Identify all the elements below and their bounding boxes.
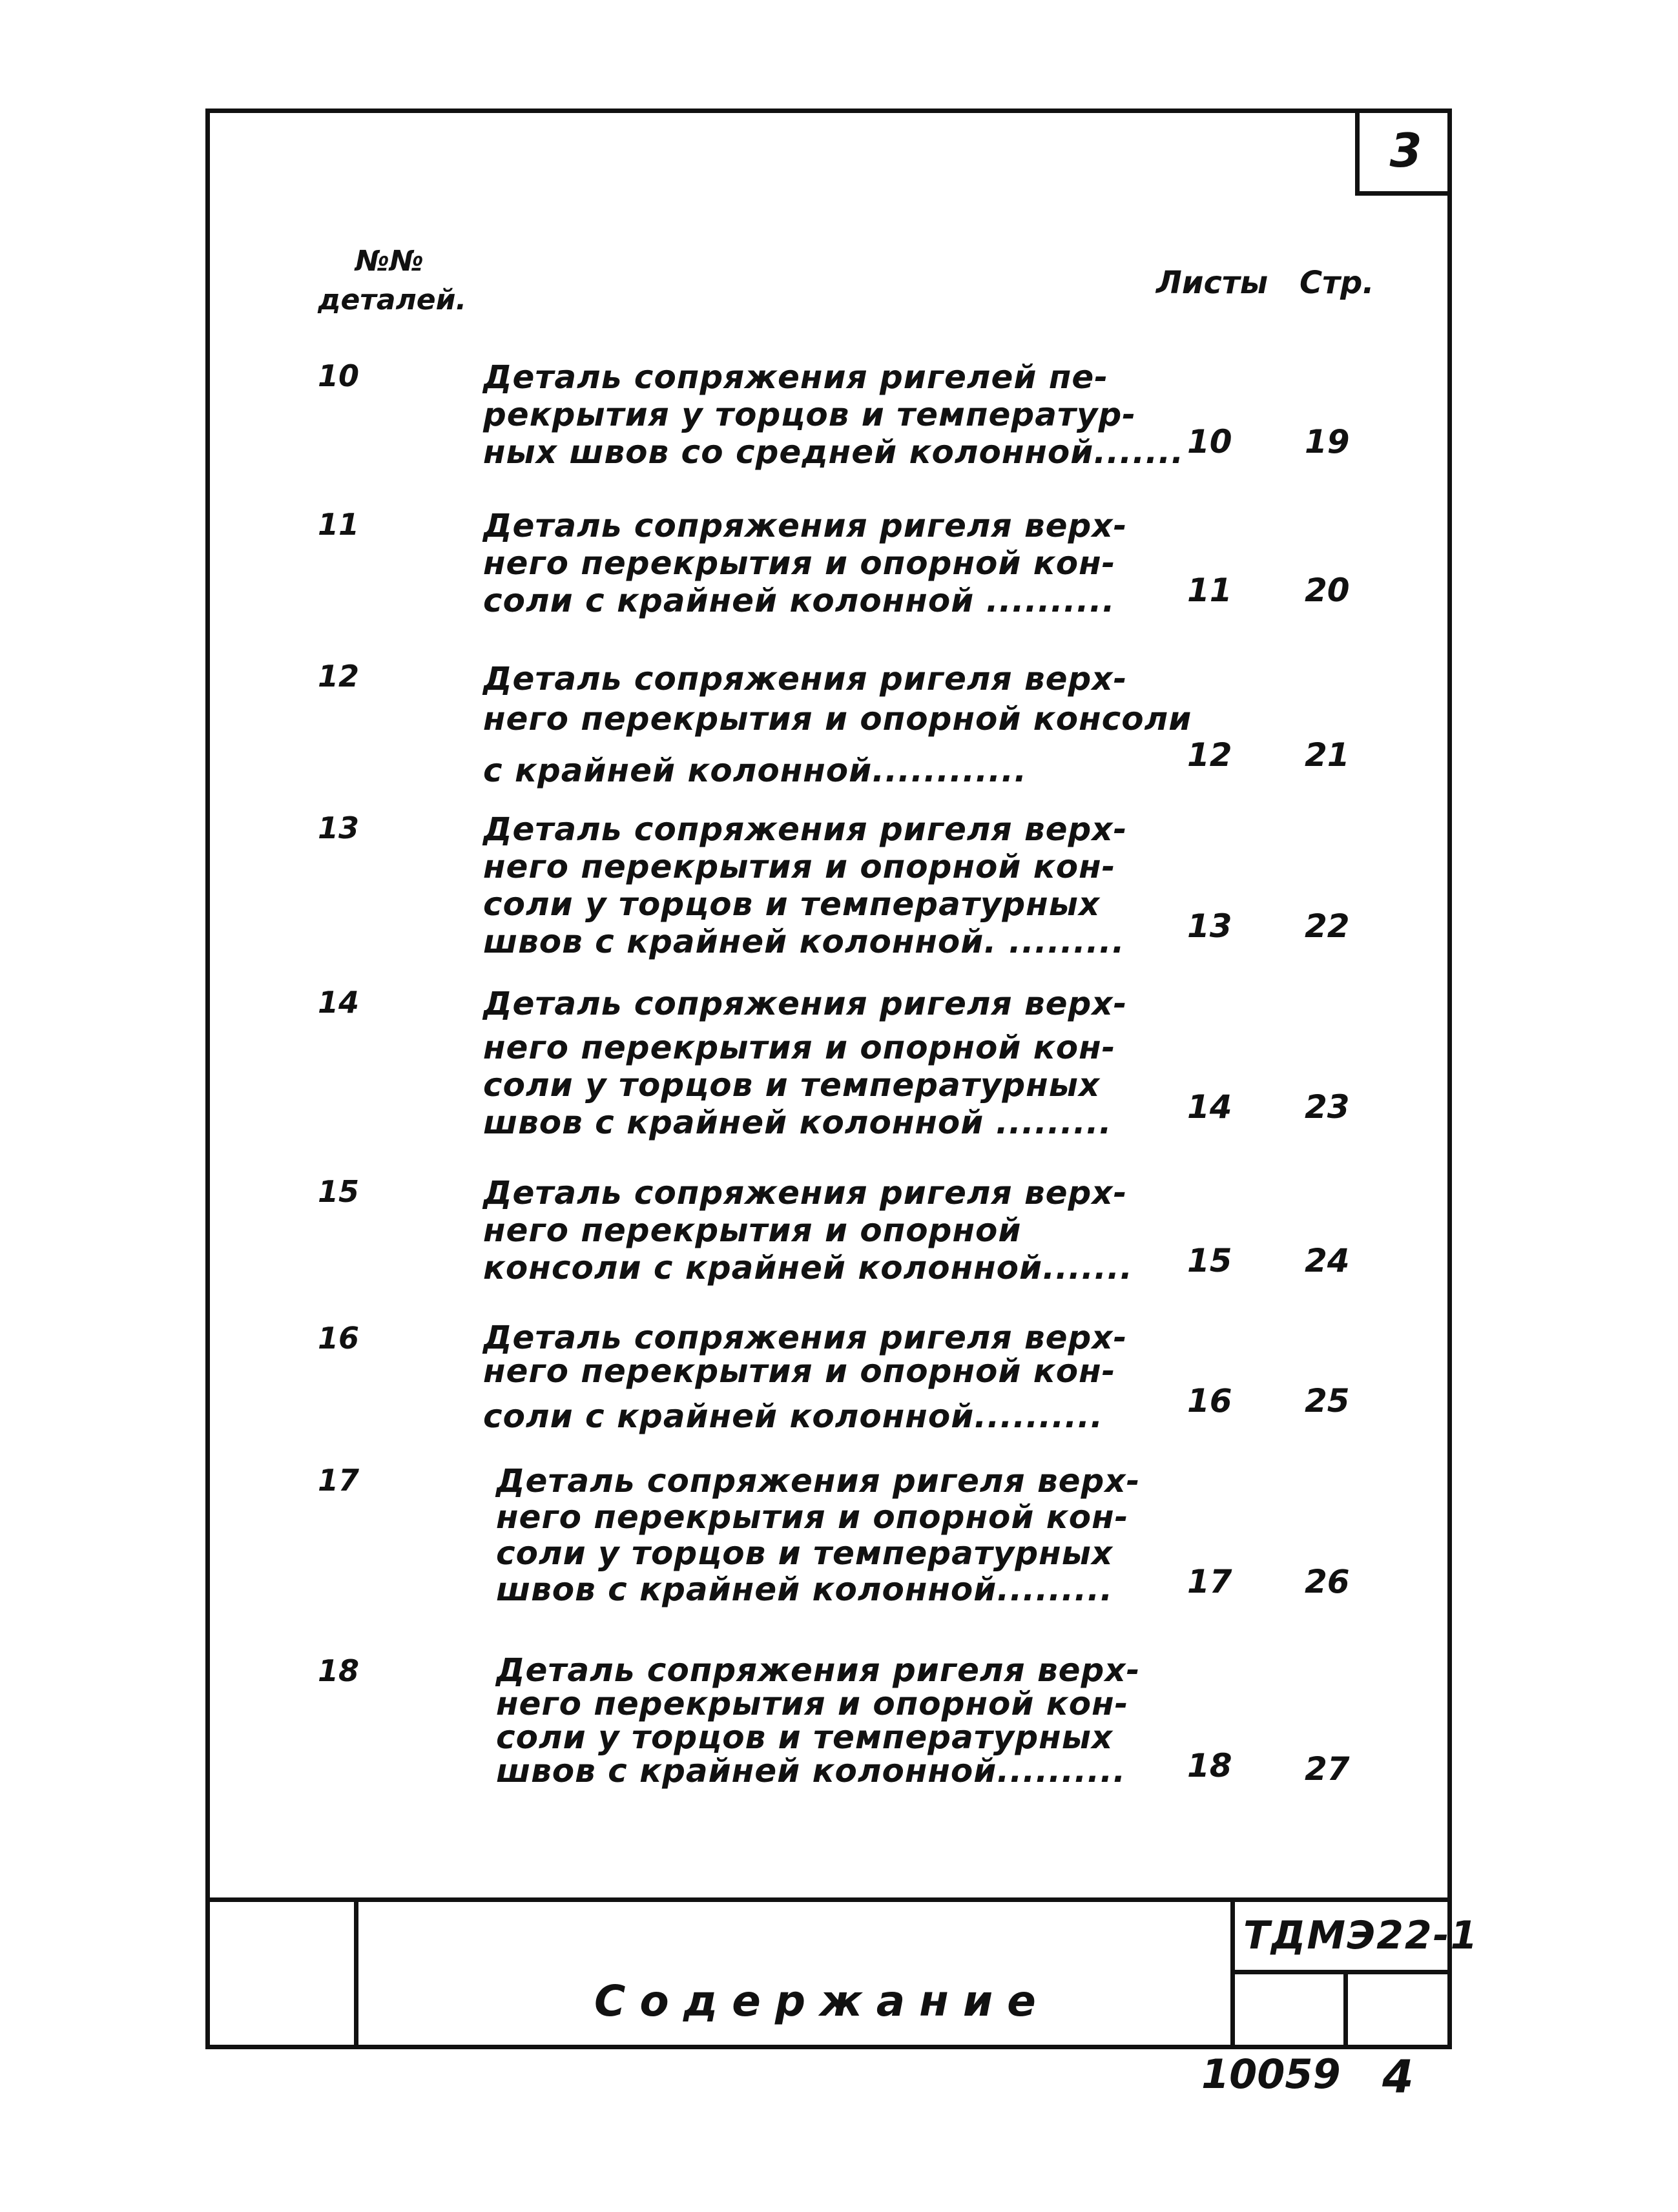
entry-line: него перекрытия и опорной xyxy=(483,1212,1022,1249)
column-header-detail-number xyxy=(318,242,467,320)
entry-line: консоли с крайней колонной....... xyxy=(483,1249,1134,1287)
entry-number: 16 xyxy=(318,1321,360,1356)
title-block-divider xyxy=(1343,1970,1348,2049)
entry-sheet: 17 xyxy=(1187,1563,1232,1600)
entry-description xyxy=(483,985,1127,1141)
column-header-details-label: деталей. xyxy=(318,284,467,316)
entry-line: Деталь сопряжения ригеля верх- xyxy=(483,507,1128,544)
entry-line: швов с крайней колонной.......... xyxy=(496,1752,1126,1790)
archive-number: 10059 xyxy=(1201,2051,1341,2098)
entry-sheet: 14 xyxy=(1187,1088,1232,1126)
entry-sheet: 13 xyxy=(1187,907,1232,945)
entry-number: 14 xyxy=(318,985,360,1020)
entry-line: рекрытия у торцов и температур- xyxy=(483,396,1137,433)
entry-line: него перекрытия и опорной кон- xyxy=(496,1498,1129,1536)
entry-line: него перекрытия и опорной кон- xyxy=(483,848,1116,885)
sheet-number-box xyxy=(1355,109,1452,196)
entry-line: Деталь сопряжения ригеля верх- xyxy=(496,1651,1141,1689)
entry-sheet: 18 xyxy=(1187,1747,1232,1784)
entry-line: него перекрытия и опорной кон- xyxy=(483,1352,1116,1390)
title-block-divider xyxy=(1230,1970,1452,1974)
entry-page: 20 xyxy=(1305,572,1350,609)
entry-line: с крайней колонной............ xyxy=(483,752,1028,789)
entry-line: Деталь сопряжения ригеля верх- xyxy=(483,1174,1128,1212)
entry-page: 25 xyxy=(1305,1382,1350,1420)
entry-line: швов с крайней колонной......... xyxy=(496,1571,1113,1608)
sheet-number: 3 xyxy=(1389,123,1422,178)
title-block-divider xyxy=(354,1897,358,2049)
entry-line: Деталь сопряжения ригеля верх- xyxy=(483,811,1128,848)
entry-description xyxy=(496,1463,1140,1607)
entry-number: 10 xyxy=(318,358,360,393)
entry-page: 23 xyxy=(1305,1088,1350,1126)
entry-description xyxy=(483,811,1127,960)
margin-mark xyxy=(1449,452,1452,478)
entry-sheet: 15 xyxy=(1187,1242,1232,1279)
entry-line: Деталь сопряжения ригеля верх- xyxy=(483,1319,1128,1356)
entry-line: соли у торцов и температурных xyxy=(483,885,1101,923)
entry-line: соли с крайней колонной.......... xyxy=(483,1398,1104,1435)
entry-number: 12 xyxy=(318,659,360,694)
entry-line: него перекрытия и опорной кон- xyxy=(483,544,1116,582)
entry-line: швов с крайней колонной. ......... xyxy=(483,923,1125,960)
entry-line: соли с крайней колонной .......... xyxy=(483,582,1115,619)
entry-line: соли у торцов и температурных xyxy=(496,1719,1113,1756)
title-block-top-line xyxy=(205,1897,1452,1902)
entry-description xyxy=(483,1321,1127,1433)
entry-sheet: 11 xyxy=(1187,572,1232,609)
entry-description xyxy=(483,659,1192,791)
column-header-sheets: Листы xyxy=(1156,265,1269,301)
entry-page: 26 xyxy=(1305,1563,1350,1600)
entry-description xyxy=(483,507,1127,619)
entry-page: 21 xyxy=(1305,736,1350,774)
entry-sheet: 10 xyxy=(1187,423,1232,460)
entry-number: 18 xyxy=(318,1653,360,1688)
entry-number: 11 xyxy=(318,507,360,542)
entry-line: швов с крайней колонной ......... xyxy=(483,1104,1112,1141)
entry-page: 19 xyxy=(1305,423,1350,460)
entry-line: Деталь сопряжения ригелей пе- xyxy=(483,358,1109,396)
entry-line: него перекрытия и опорной консоли xyxy=(483,700,1192,738)
document-title: Содержание xyxy=(594,1976,1050,2026)
document-code: ТДМЭ22-1 xyxy=(1243,1913,1479,1958)
entry-line: него перекрытия и опорной кон- xyxy=(483,1029,1116,1066)
entry-number: 13 xyxy=(318,811,360,845)
entry-line: Деталь сопряжения ригеля верх- xyxy=(483,985,1128,1022)
entry-line: Деталь сопряжения ригеля верх- xyxy=(483,660,1128,698)
column-header-page: Стр. xyxy=(1300,265,1374,301)
entry-description xyxy=(483,358,1184,471)
entry-page: 24 xyxy=(1305,1242,1350,1279)
entry-description xyxy=(483,1174,1133,1287)
entry-number: 15 xyxy=(318,1174,360,1209)
entry-sheet: 12 xyxy=(1187,736,1232,774)
entry-page: 27 xyxy=(1305,1750,1350,1788)
entry-line: него перекрытия и опорной кон- xyxy=(496,1685,1129,1722)
entry-description xyxy=(496,1653,1140,1788)
entry-line: ных швов со средней колонной....... xyxy=(483,433,1185,471)
page-number: 4 xyxy=(1382,2051,1414,2103)
entry-page: 22 xyxy=(1305,907,1350,945)
entry-line: соли у торцов и температурных xyxy=(483,1066,1101,1104)
column-header-num-symbol: №№ xyxy=(355,245,424,278)
entry-line: соли у торцов и температурных xyxy=(496,1535,1113,1572)
entry-line: Деталь сопряжения ригеля верх- xyxy=(496,1462,1141,1500)
entry-number: 17 xyxy=(318,1463,360,1498)
entry-sheet: 16 xyxy=(1187,1382,1232,1420)
